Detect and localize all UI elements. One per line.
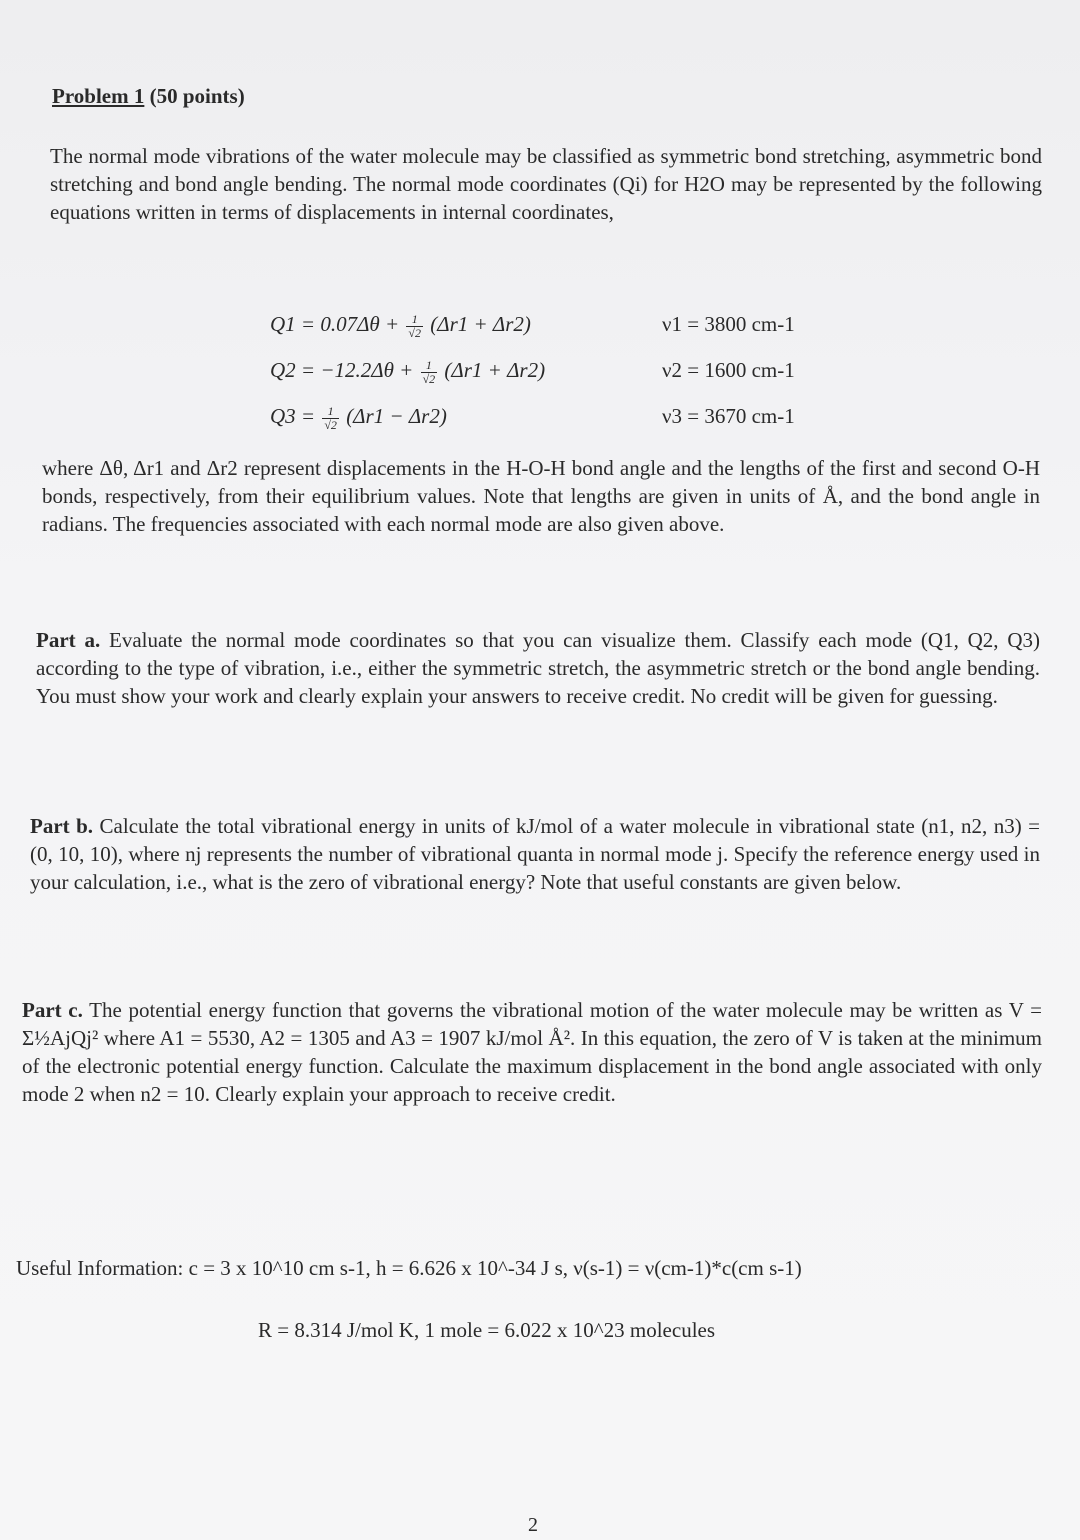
- equation-3: Q3 = $\frac{1}{√2}$ (Δr1 − Δr2): [270, 403, 447, 432]
- part-a-text: Evaluate the normal mode coordinates so that you can visualize them. Classify each mode (Q1, Q2, Q3) according to the type of vibration, i.e., either the symmetric stretch, the asymmetric stretch or the bond angle bending. You must show your work and clearly explain your answers to receive credit. No credit will be given for guessing.: [36, 628, 1041, 708]
- equation-row: [270, 398, 830, 444]
- useful-information-line-1: Useful Information: c = 3 x 10^10 cm s-1, h = 6.626 x 10^-34 J s, ν(s-1) = ν(cm-1)*c(cm s-1): [16, 1256, 802, 1280]
- frequency-3: ν3 = 3670 cm-1: [662, 404, 795, 428]
- equation-row: [270, 306, 830, 352]
- part-c: [22, 996, 1042, 1108]
- useful-information-line-2: R = 8.314 J/mol K, 1 mole = 6.022 x 10^23 molecules: [258, 1318, 716, 1342]
- equation-2: Q2 = −12.2Δθ + $\frac{1}{√2}$ (Δr1 + Δr2): [270, 357, 546, 386]
- part-c-text: The potential energy function that governs the vibrational motion of the water molecule may be written as V = Σ½AjQj² where A1 = 5530, A2 = 1305 and A3 = 1907 kJ/mol Å². In this equation, the zero of V is taken at the minimum of the electronic potential energy function. Calculate the maximum displacement in the bond angle associated with only mode 2 when n2 = 10. Clearly explain your approach to receive credit.: [22, 998, 1042, 1106]
- equation-block: [270, 306, 830, 444]
- frequency-2: ν2 = 1600 cm-1: [662, 358, 795, 382]
- part-b-text: Calculate the total vibrational energy in units of kJ/mol of a water molecule in vibrational state (n1, n2, n3) = (0, 10, 10), where nj represents the number of vibrational quanta in normal mode j. Specify the reference energy used in your calculation, i.e., what is the zero of vibrational energy? Note that useful constants are given below.: [30, 814, 1041, 894]
- frequency-1: ν1 = 3800 cm-1: [662, 312, 795, 336]
- part-b: [30, 812, 1040, 896]
- page-number: 2: [528, 1514, 538, 1536]
- part-b-label: Part b.: [30, 814, 94, 838]
- where-paragraph: where Δθ, Δr1 and Δr2 represent displacements in the H-O-H bond angle and the lengths of the first and second O-H bonds, respectively, from their equilibrium values. Note that lengths are given in units of Å, and the bond angle in radians. The frequencies associated with each normal mode are also given above.: [42, 456, 1040, 536]
- intro-paragraph: The normal mode vibrations of the water molecule may be classified as symmetric bond stretching, asymmetric bond stretching and bond angle bending. The normal mode coordinates (Qi) for H2O may be represented by the following equations written in terms of displacements in internal coordinates,: [50, 144, 1042, 224]
- part-a: [36, 626, 1040, 710]
- part-a-label: Part a.: [36, 628, 101, 652]
- equation-1: Q1 = 0.07Δθ + $\frac{1}{√2}$ (Δr1 + Δr2): [270, 311, 531, 340]
- problem-points: (50 points): [149, 84, 245, 108]
- part-c-label: Part c.: [22, 998, 83, 1022]
- problem-title: [52, 84, 245, 109]
- equation-row: [270, 352, 830, 398]
- problem-label: Problem 1: [52, 84, 145, 108]
